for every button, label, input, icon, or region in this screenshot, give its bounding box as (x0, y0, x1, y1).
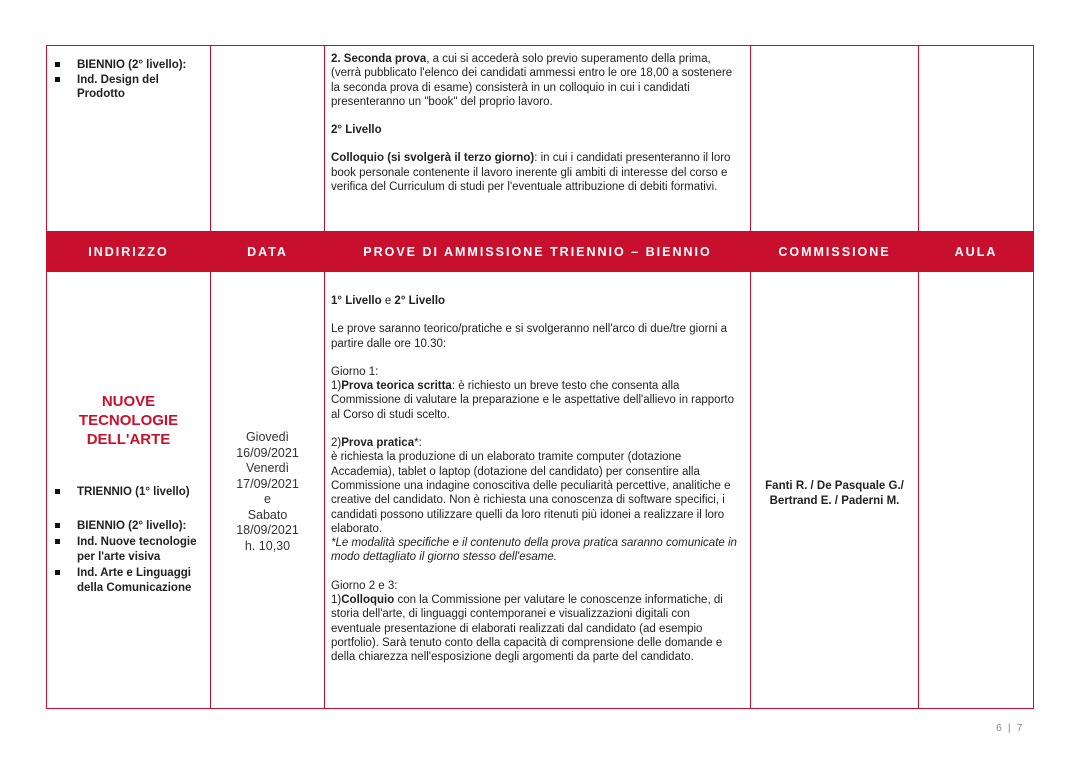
colloquio-paragraph (331, 151, 742, 194)
header-data: DATA (211, 232, 325, 272)
list-item: Ind. Nuove tecnologie per l'arte visiva (47, 535, 210, 564)
livello1-label: 1° Livello (331, 295, 382, 307)
page-current: 6 (996, 722, 1002, 734)
date-line: h. 10,30 (244, 538, 291, 553)
course-title-line: DELL'ARTE (86, 431, 171, 448)
top-indirizzo-cell (47, 46, 211, 232)
page-number (993, 722, 1025, 734)
page-total: 7 (1016, 722, 1023, 734)
item-number: 2) (331, 437, 342, 450)
date-line: 17/09/2021 (236, 476, 299, 491)
biennio-list (47, 519, 210, 596)
triennio-list (47, 485, 210, 500)
main-indirizzo-cell (47, 272, 211, 709)
list-item: Ind. Arte e Linguaggi della Comunicazione (47, 566, 210, 595)
date-line: Giovedì (245, 430, 290, 444)
date-line: Venerdì (245, 461, 290, 475)
list-item: TRIENNIO (1° livello) (47, 485, 210, 500)
giorno1-label: Giorno 1: (331, 365, 379, 378)
top-aula-cell (919, 46, 1034, 232)
header-aula: AULA (919, 232, 1034, 272)
main-data-cell (211, 272, 325, 709)
colloquio-text: con la Commissione per valutare le conoscenze informatiche, di storia dell'arte, di linguaggi contemporanei e visualizzazioni digitali con eventuale presentazione di elaborati realizzati dal candidato (ad esempio portfolio). Sarà tenuto conto della capacità di comprensione delle domande e della chiarezza nell'esposizione degli argomenti da parte del candidato. (331, 594, 723, 664)
livelli-conjunction: e (381, 295, 395, 307)
livello2-label: 2° Livello (394, 295, 446, 307)
prova-teorica-text: : è richiesto un breve testo che consenta alla Commissione di valutare la preparazione e le aspettative dell'allievo in rapporto al Corso di studi scelto. (331, 380, 734, 421)
course-title (47, 392, 210, 449)
top-commissione-cell (751, 46, 919, 232)
seconda-prova-label: 2. Seconda prova (331, 53, 427, 65)
colloquio-paragraph (331, 593, 742, 664)
list-item: BIENNIO (2° livello): (47, 519, 210, 534)
main-prove-cell (325, 272, 751, 709)
giorno23-label: Giorno 2 e 3: (331, 579, 398, 592)
colloquio-label: Colloquio (341, 594, 395, 607)
top-prove-cell (325, 46, 751, 232)
colloquio-text: : in cui i candidati presenteranno il loro book personale contenente il lavoro inerente gli ambiti di interesse del corso e verifica del Curriculum di studi per l'eventuale attribuzione di debiti formativi. (331, 152, 731, 194)
prova-pratica-note: *Le modalità specifiche e il contenuto della prova pratica saranno comunicate in modo dettagliato il giorno stesso dell'esame. (331, 537, 737, 564)
main-row (47, 272, 1034, 709)
main-commissione-cell (751, 272, 919, 709)
date-line: e (264, 492, 271, 506)
commissione-line: Bertrand E. / Paderni M. (769, 495, 900, 507)
header-commissione: COMMISSIONE (751, 232, 919, 272)
top-data-cell (211, 46, 325, 232)
seconda-prova-text: , a cui si accederà solo previo superamento della prima, (verrà pubblicato l'elenco dei candidati ammessi entro le ore 18,00 a sostenere la seconda prova di esame) consisterà in un colloquio in cui i candidati presenteranno un "book" del proprio lavoro. (331, 53, 733, 108)
prova-pratica-heading (331, 436, 742, 450)
colloquio-label: Colloquio (si svolgerà il terzo giorno) (331, 152, 535, 165)
seconda-prova-paragraph (331, 52, 742, 109)
main-aula-cell (919, 272, 1034, 709)
top-row (47, 46, 1034, 232)
header-prove: PROVE DI AMMISSIONE TRIENNIO – BIENNIO (325, 232, 751, 272)
course-title-line: NUOVE (101, 393, 156, 410)
date-line: 16/09/2021 (236, 445, 299, 460)
date-line: Sabato (247, 507, 288, 522)
prova-pratica-label: Prova pratica (341, 437, 415, 450)
header-row (47, 232, 1034, 272)
livello2-label: 2° Livello (331, 124, 382, 137)
item-number: 1) (331, 594, 342, 607)
list-item: Ind. Design del Prodotto (47, 73, 210, 102)
list-item: BIENNIO (2° livello): (47, 58, 210, 73)
top-bullet-list (47, 58, 210, 102)
course-title-line: TECNOLOGIE (78, 412, 179, 429)
schedule-table (46, 45, 1034, 709)
prova-pratica-text: è richiesta la produzione di un elaborato tramite computer (dotazione Accademia), tablet o laptop (dotazione del candidato) per consentire alla Commissione una indagine conoscitiva delle peculiarità percettive, analitiche e creative del candidato. Non è richiesta una conoscenza di software specifici, i candidati possono utilizzare quelli da loro ritenuti più idonei a realizzare il loro elaborato. (331, 451, 731, 535)
intro-paragraph: Le prove saranno teorico/pratiche e si svolgeranno nell'arco di due/tre giorni a partire dalle ore 10.30: (331, 323, 727, 350)
prova-teorica-paragraph (331, 379, 742, 422)
page-separator: | (1007, 722, 1011, 734)
prova-teorica-label: Prova teorica scritta (341, 380, 452, 393)
date-line: 18/09/2021 (236, 523, 299, 537)
header-indirizzo: INDIRIZZO (47, 232, 211, 272)
livello2-heading (331, 123, 742, 137)
livelli-heading (331, 294, 742, 308)
item-number: 1) (331, 380, 342, 393)
prova-pratica-star: *: (414, 437, 422, 450)
commissione-line: Fanti R. / De Pasquale G./ (765, 480, 904, 492)
